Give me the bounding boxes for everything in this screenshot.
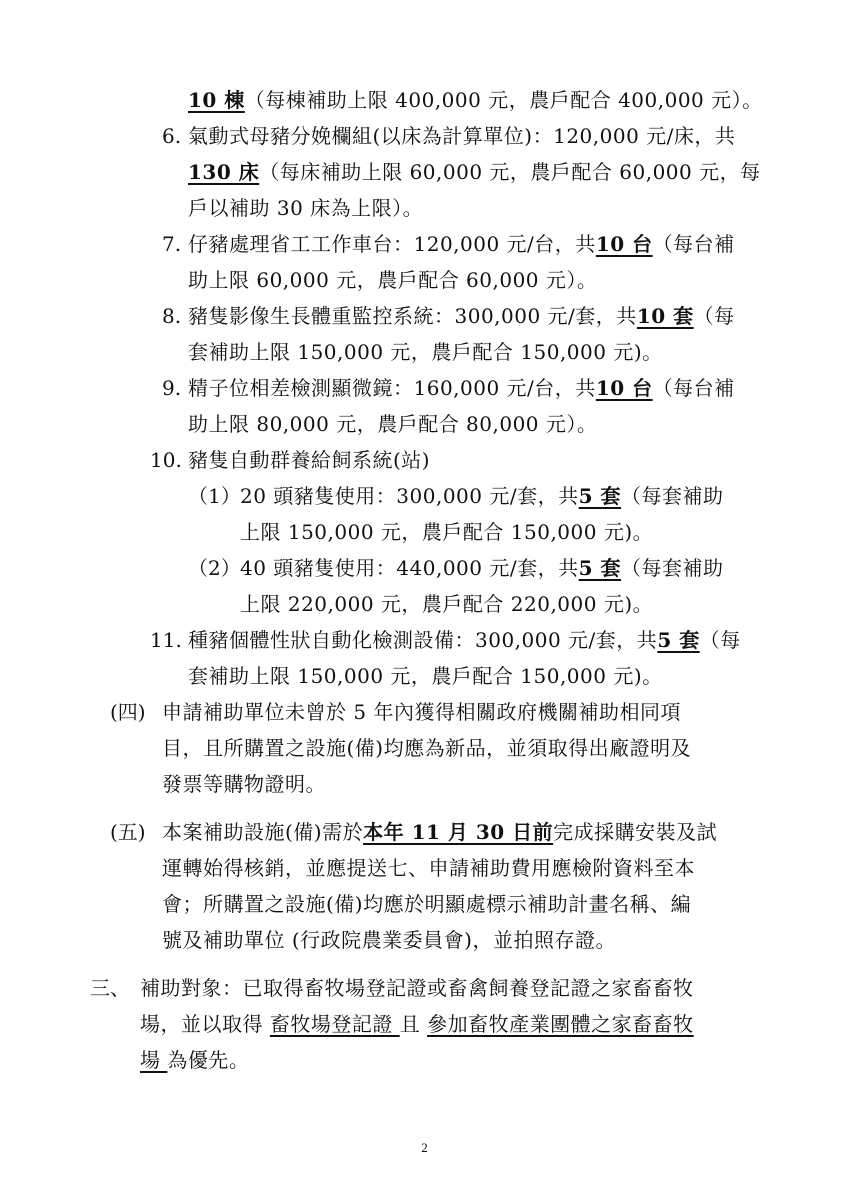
text-line xyxy=(240,586,653,622)
text-line xyxy=(240,550,724,586)
text-line xyxy=(188,154,761,190)
text-segment: 且 xyxy=(399,1012,428,1036)
item-number: （2） xyxy=(188,556,241,580)
text-segment: 發票等購物證明。 xyxy=(162,772,326,796)
text-segment: 戶以補助 30 床為上限）。 xyxy=(188,196,424,220)
emphasized-text: 5 套 xyxy=(578,484,621,508)
text-line xyxy=(240,478,724,514)
text-line xyxy=(188,334,663,370)
text-line xyxy=(188,370,735,406)
item-number: 7. xyxy=(162,232,182,256)
text-line xyxy=(162,850,695,886)
text-line xyxy=(140,970,694,1006)
text-segment: （每床補助上限 60,000 元，農戶配合 60,000 元，每 xyxy=(259,160,761,184)
text-line xyxy=(162,766,326,802)
text-segment: 氣動式母豬分娩欄組(以床為計算單位)：120,000 元/床，共 xyxy=(188,124,736,148)
emphasized-text: 本年 11 月 30 日前 xyxy=(363,820,554,844)
text-line xyxy=(240,514,653,550)
item-number: （1） xyxy=(188,484,241,508)
emphasized-text: 10 台 xyxy=(595,376,653,400)
text-line xyxy=(162,922,616,958)
item-number: 8. xyxy=(162,304,182,328)
underlined-text: 參加畜牧產業團體之家畜畜牧 xyxy=(427,1012,694,1036)
item-number: (五) xyxy=(110,820,146,844)
text-segment: 場，並以取得 xyxy=(140,1012,270,1036)
text-line xyxy=(188,226,735,262)
item-number: 三、 xyxy=(90,976,130,1000)
text-segment: 套補助上限 150,000 元，農戶配合 150,000 元)。 xyxy=(188,664,663,688)
text-segment: 目，且所購置之設施(備)均應為新品，並須取得出廠證明及 xyxy=(162,736,692,760)
text-segment: 仔豬處理省工工作車台：120,000 元/台，共 xyxy=(188,232,596,256)
text-segment: 補助對象：已取得畜牧場登記證或畜禽飼養登記證之家畜畜牧 xyxy=(140,976,694,1000)
text-segment: 精子位相差檢測顯微鏡：160,000 元/台，共 xyxy=(188,376,596,400)
emphasized-text: 10 套 xyxy=(636,304,694,328)
text-segment: 上限 220,000 元，農戶配合 220,000 元)。 xyxy=(240,592,654,616)
text-line xyxy=(188,442,430,478)
emphasized-text: 5 套 xyxy=(657,628,700,652)
text-line xyxy=(162,730,691,766)
emphasized-text: 10 棟 xyxy=(188,88,245,112)
text-line xyxy=(140,1042,249,1078)
text-line xyxy=(162,886,691,922)
text-line xyxy=(188,658,663,694)
page-number: 2 xyxy=(421,1140,428,1155)
text-segment: 為優先。 xyxy=(167,1048,250,1072)
emphasized-text: 5 套 xyxy=(578,556,621,580)
text-segment: （每 xyxy=(693,304,735,328)
text-segment: 套補助上限 150,000 元，農戶配合 150,000 元)。 xyxy=(188,340,663,364)
text-segment: 20 頭豬隻使用：300,000 元/套，共 xyxy=(240,484,579,508)
text-segment: （每 xyxy=(699,628,741,652)
item-number: 10. xyxy=(150,448,182,472)
text-segment: 運轉始得核銷，並應提送七、申請補助費用應檢附資料至本 xyxy=(162,856,695,880)
underlined-text: 場 xyxy=(140,1048,168,1072)
underlined-text: 畜牧場登記證 xyxy=(269,1012,400,1036)
text-segment: 會；所購置之設施(備)均應於明顯處標示補助計畫名稱、編 xyxy=(162,892,692,916)
text-segment: （每台補 xyxy=(652,232,735,256)
text-line xyxy=(188,118,735,154)
text-line xyxy=(188,298,735,334)
text-line xyxy=(162,814,717,850)
text-segment: （每棟補助上限 400,000 元，農戶配合 400,000 元）。 xyxy=(244,88,763,112)
text-segment: 助上限 80,000 元，農戶配合 80,000 元）。 xyxy=(188,412,598,436)
text-segment: 40 頭豬隻使用：440,000 元/套，共 xyxy=(240,556,579,580)
emphasized-text: 10 台 xyxy=(595,232,653,256)
text-segment: 助上限 60,000 元，農戶配合 60,000 元）。 xyxy=(188,268,598,292)
text-segment: 完成採購安裝及試 xyxy=(553,820,718,844)
text-segment: 豬隻自動群養給飼系統(站) xyxy=(188,448,431,472)
text-segment: 上限 150,000 元，農戶配合 150,000 元)。 xyxy=(240,520,654,544)
text-line xyxy=(188,406,597,442)
text-segment: 本案補助設施(備)需於 xyxy=(162,820,364,844)
item-number: 6. xyxy=(162,124,182,148)
item-number: (四) xyxy=(110,700,146,724)
text-segment: 申請補助單位未曾於 5 年內獲得相關政府機關補助相同項 xyxy=(162,700,681,724)
text-segment: （每台補 xyxy=(652,376,735,400)
text-line xyxy=(188,622,741,658)
text-line xyxy=(162,694,681,730)
text-line xyxy=(188,262,597,298)
text-line xyxy=(188,190,423,226)
emphasized-text: 130 床 xyxy=(188,160,260,184)
text-segment: 豬隻影像生長體重監控系統：300,000 元/套，共 xyxy=(188,304,637,328)
text-segment: 號及補助單位 (行政院農業委員會)，並拍照存證。 xyxy=(162,928,616,952)
text-segment: （每套補助 xyxy=(621,556,724,580)
text-line xyxy=(188,82,763,118)
item-number: 11. xyxy=(150,628,182,652)
text-segment: 種豬個體性狀自動化檢測設備：300,000 元/套，共 xyxy=(188,628,658,652)
text-segment: （每套補助 xyxy=(621,484,724,508)
item-number: 9. xyxy=(162,376,182,400)
text-line xyxy=(140,1006,694,1042)
